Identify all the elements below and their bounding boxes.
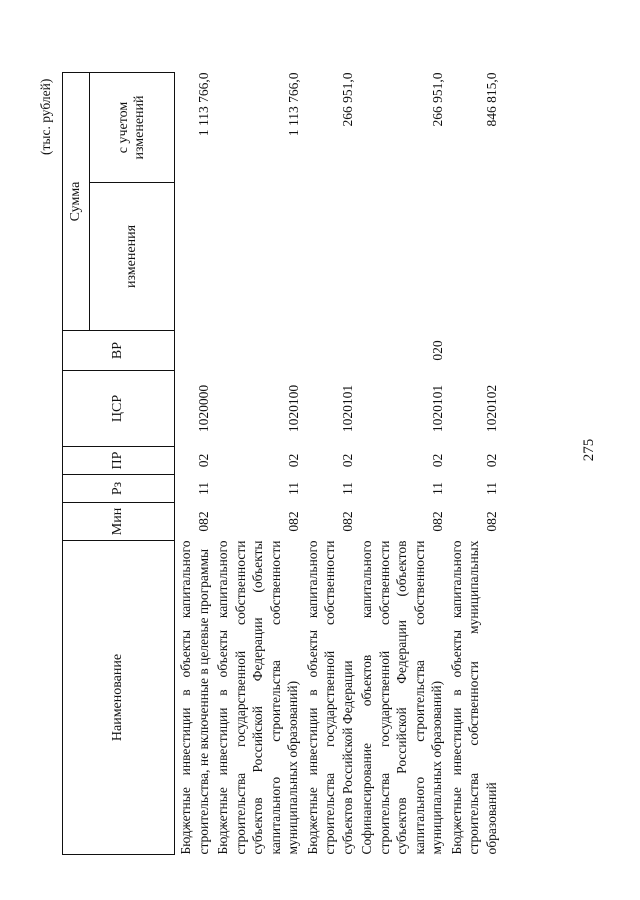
row-vr	[212, 331, 302, 371]
table-row	[356, 73, 446, 855]
units-note: (тыс. рублей)	[38, 78, 53, 155]
row-vr	[446, 331, 501, 371]
row-name: Бюджетные инвестиции в объекты капитального строительства государственной собственности субъектов Российской Федерации (объекты капитального строительства собственности муниципальных образований)	[215, 540, 300, 855]
row-rz: 11	[285, 482, 301, 495]
header-vr: ВР	[63, 331, 175, 371]
row-changes	[446, 183, 501, 331]
row-with-changes: 1 113 766,0	[196, 72, 211, 137]
header-name: Наименование	[63, 541, 175, 855]
row-csr: 1020101	[340, 384, 355, 433]
header-csr: ЦСР	[63, 371, 175, 447]
row-name: Бюджетные инвестиции в объекты капитального строительства собственности муниципальных образований	[448, 540, 499, 855]
row-csr: 1020000	[196, 384, 211, 433]
row-with-changes: 266 951,0	[429, 72, 445, 127]
row-csr: 1020101	[429, 384, 445, 433]
row-vr	[175, 331, 213, 371]
row-rz: 11	[340, 482, 355, 495]
table-row	[302, 73, 357, 855]
row-with-changes: 266 951,0	[340, 72, 355, 127]
row-pr: 02	[196, 453, 211, 468]
row-name: Бюджетные инвестиции в объекты капитального строительства государственной собственности субъектов Российской Федерации	[304, 540, 355, 855]
row-vr: 020	[429, 340, 445, 361]
header-changes: изменения	[90, 183, 175, 331]
table-body	[175, 73, 501, 855]
row-changes	[175, 183, 213, 331]
row-csr: 1020102	[484, 384, 499, 433]
row-name: Бюджетные инвестиции в объекты капитального строительства, не включенные в целевые программы	[178, 540, 211, 855]
table-row	[212, 73, 302, 855]
table-row	[446, 73, 501, 855]
row-changes	[212, 183, 302, 331]
row-pr: 02	[285, 453, 301, 468]
row-changes	[356, 183, 446, 331]
row-rz: 11	[196, 482, 211, 495]
header-with-changes: с учетом изменений	[90, 73, 175, 183]
header-pr: ПР	[63, 447, 175, 475]
row-min: 082	[196, 511, 211, 532]
row-min: 082	[340, 511, 355, 532]
page-number: 275	[581, 438, 597, 462]
row-min: 082	[429, 511, 445, 532]
budget-table	[62, 72, 500, 855]
row-vr	[302, 331, 357, 371]
row-rz: 11	[484, 482, 499, 495]
row-min: 082	[484, 511, 499, 532]
row-min: 082	[285, 511, 301, 532]
row-rz: 11	[429, 482, 445, 495]
header-rz: Рз	[63, 475, 175, 503]
header-sum: Сумма	[63, 73, 90, 331]
row-with-changes: 1 113 766,0	[285, 72, 301, 137]
table-row	[175, 73, 213, 855]
row-csr: 1020100	[285, 384, 301, 433]
row-changes	[302, 183, 357, 331]
row-pr: 02	[429, 453, 445, 468]
row-with-changes: 846 815,0	[484, 72, 499, 127]
row-pr: 02	[340, 453, 355, 468]
row-pr: 02	[484, 453, 499, 468]
row-name: Софинансирование объектов капитального строительства государственной собственности субъектов Российской Федерации (объектов капитального строительства собственности муниципальных образований)	[359, 540, 444, 855]
header-min: Мин	[63, 503, 175, 541]
